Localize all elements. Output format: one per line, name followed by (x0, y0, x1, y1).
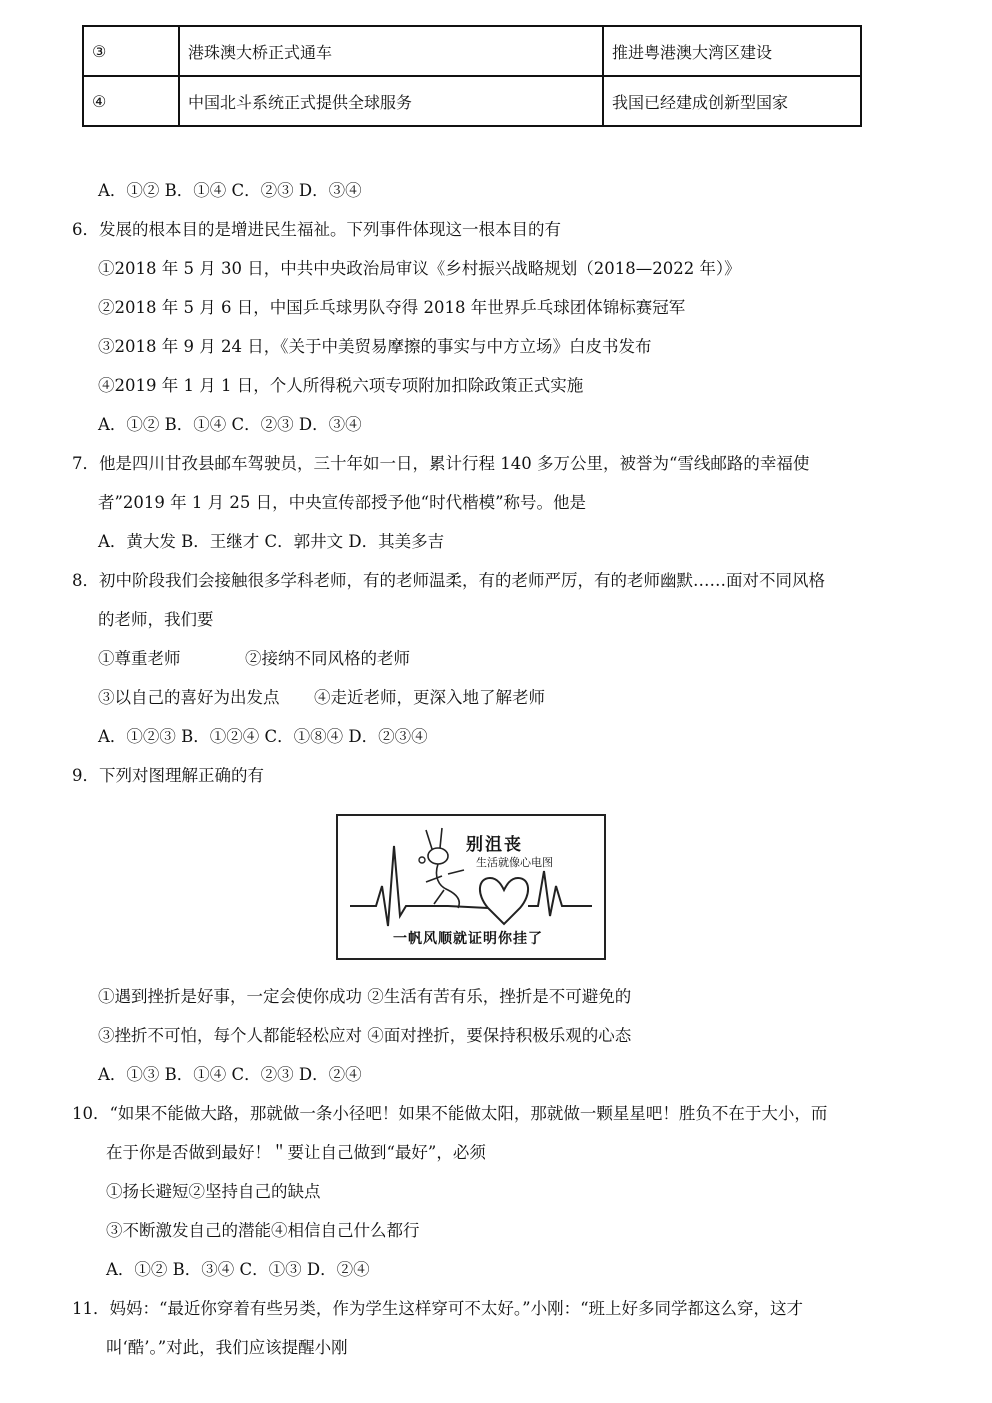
q8-stem-cont: 的老师，我们要 (98, 610, 214, 629)
bunny-body-icon (426, 864, 464, 908)
q6-options: A．①② B．①④ C．②③ D．③④ (98, 415, 362, 434)
q6-item: ③2018 年 9 月 24 日，《关于中美贸易摩擦的事实与中方立场》白皮书发布 (98, 337, 652, 356)
q9-stem: 9．下列对图理解正确的有 (72, 766, 264, 785)
q10-stem-cont: 在于你是否做到最好！＂要让自己做到“最好”，必须 (106, 1143, 486, 1162)
q6-item: ①2018 年 5 月 30 日，中共中央政治局审议《乡村振兴战略规划（2018—2022 年）》 (98, 259, 741, 278)
figure-title: 别沮丧 (466, 835, 523, 855)
ecg-line-right (528, 871, 592, 916)
q6-item: ②2018 年 5 月 6 日，中国乒乓球男队夺得 2018 年世界乒乓球团体锦标赛冠军 (98, 298, 686, 317)
q8-item: ②接纳不同风格的老师 (245, 649, 410, 668)
row-number: ③ (83, 26, 179, 76)
q11-stem: 11．妈妈：“最近你穿着有些另类，作为学生这样穿可不太好。”小刚：“班上好多同学都这么穿，这才 (72, 1299, 804, 1318)
q10-options: A．①② B．③④ C．①③ D．②④ (106, 1260, 370, 1279)
q8-options: A．①②③ B．①②④ C．①⑧④ D．②③④ (98, 727, 428, 746)
q6-item: ④2019 年 1 月 1 日，个人所得税六项专项附加扣除政策正式实施 (98, 376, 584, 395)
cartoon-figure (336, 814, 606, 960)
table-row (83, 76, 861, 126)
q7-stem: 7．他是四川甘孜县邮车驾驶员，三十年如一日，累计行程 140 多万公里，被誉为“雪线邮路的幸福使 (72, 454, 810, 473)
row-event: 港珠澳大桥正式通车 (179, 26, 603, 76)
figure-subtitle: 生活就像心电图 (476, 856, 553, 869)
comparison-table (82, 25, 862, 127)
q10-line: ①扬长避短②坚持自己的缺点 (106, 1182, 321, 1201)
bunny-ears-icon (426, 828, 442, 849)
q7-stem-cont: 者”2019 年 1 月 25 日，中央宣传部授予他“时代楷模”称号。他是 (98, 493, 587, 512)
q9-line: ①遇到挫折是好事，一定会使你成功 ②生活有苦有乐，挫折是不可避免的 (98, 987, 632, 1006)
row-number: ④ (83, 76, 179, 126)
dot-icon (419, 857, 425, 863)
bunny-head-icon (428, 848, 448, 864)
q5-options: A．①② B．①④ C．②③ D．③④ (98, 181, 362, 200)
heart-icon (480, 878, 528, 924)
row-meaning: 推进粤港澳大湾区建设 (603, 26, 861, 76)
q8-item: ③以自己的喜好为出发点 (98, 688, 280, 707)
q8-item: ④走近老师，更深入地了解老师 (314, 688, 545, 707)
q9-options: A．①③ B．①④ C．②③ D．②④ (98, 1065, 362, 1084)
q10-line: ③不断激发自己的潜能④相信自己什么都行 (106, 1221, 420, 1240)
figure-caption: 一帆风顺就证明你挂了 (393, 931, 543, 947)
ecg-line-left (350, 846, 418, 926)
ecg-line-mid (418, 906, 488, 908)
q9-line: ③挫折不可怕，每个人都能轻松应对 ④面对挫折，要保持积极乐观的心态 (98, 1026, 632, 1045)
q8-item: ①尊重老师 (98, 649, 181, 668)
q7-options: A．黄大发 B．王继才 C．郭井文 D．其美多吉 (98, 532, 445, 551)
row-event: 中国北斗系统正式提供全球服务 (179, 76, 603, 126)
q10-stem: 10．“如果不能做大路，那就做一条小径吧！如果不能做太阳，那就做一颗星星吧！胜负不在于大小，而 (72, 1104, 828, 1123)
table-row (83, 26, 861, 76)
row-meaning: 我国已经建成创新型国家 (603, 76, 861, 126)
q8-stem: 8．初中阶段我们会接触很多学科老师，有的老师温柔，有的老师严厉，有的老师幽默……面对不同风格 (72, 571, 825, 590)
q11-stem-cont: 叫‘酷’。”对此，我们应该提醒小刚 (106, 1338, 348, 1357)
q6-stem: 6．发展的根本目的是增进民生福祉。下列事件体现这一根本目的有 (72, 220, 561, 239)
